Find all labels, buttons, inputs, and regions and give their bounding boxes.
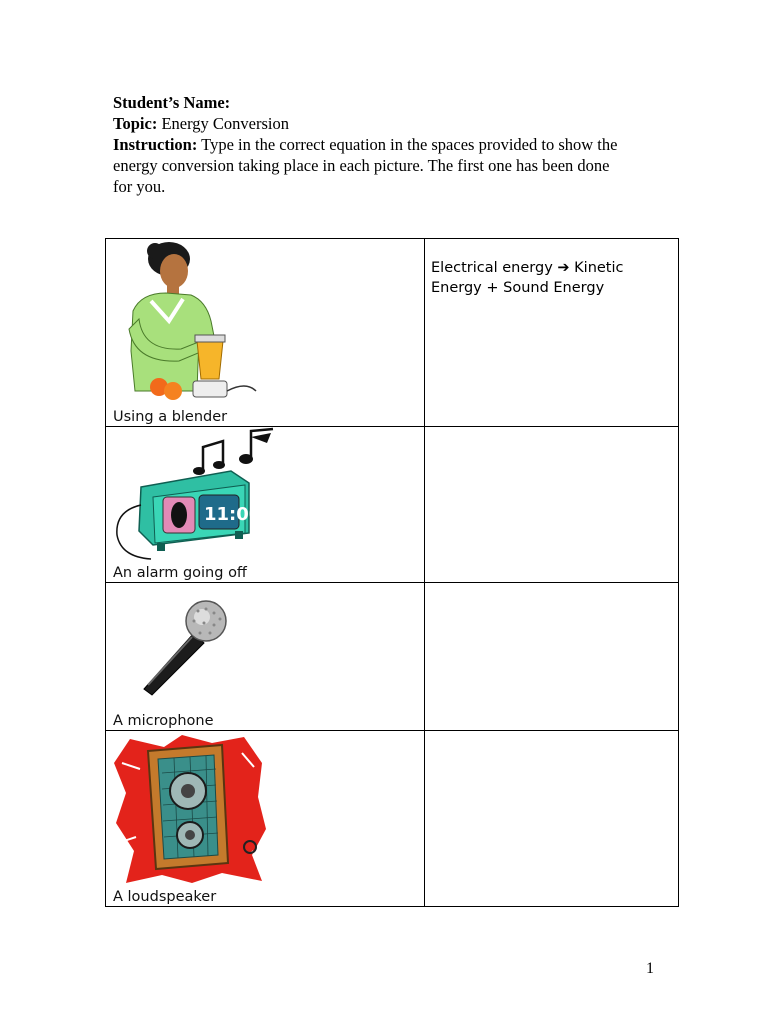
alarm-clock-icon [111, 427, 281, 567]
answer-part1: Electrical energy [431, 260, 553, 276]
picture-cell [106, 583, 425, 731]
instruction-line-2: energy conversion taking place in each picture. The first one has been done [113, 156, 610, 175]
answer-part2: Kinetic Energy + Sound Energy [431, 260, 624, 296]
picture-cell [106, 427, 425, 583]
picture-cell [106, 239, 425, 427]
page-number: 1 [646, 960, 654, 977]
worksheet-header [113, 92, 673, 197]
answer-text [425, 731, 678, 750]
instruction-line-1 [113, 134, 673, 155]
answer-cell[interactable] [425, 583, 679, 731]
energy-conversion-table [105, 238, 679, 907]
answer-cell[interactable] [425, 427, 679, 583]
row-caption: An alarm going off [113, 565, 247, 581]
row-caption: Using a blender [113, 409, 228, 425]
loudspeaker-icon [112, 733, 268, 885]
topic-value: Energy Conversion [161, 114, 290, 133]
picture-cell [106, 731, 425, 907]
instruction-line-3: for you. [113, 177, 166, 196]
table-row [106, 427, 679, 583]
instruction-text-1: Type in the correct equation in the spaces provided to show the [201, 135, 618, 154]
microphone-icon [134, 597, 234, 697]
instruction-label: Instruction: [113, 135, 198, 154]
answer-text [425, 239, 678, 298]
student-name-line [113, 92, 673, 113]
answer-text [425, 427, 678, 446]
answer-text [425, 583, 678, 602]
topic-line [113, 113, 673, 134]
answer-cell[interactable] [425, 731, 679, 907]
topic-label: Topic: [113, 114, 158, 133]
table-row [106, 239, 679, 427]
row-caption: A microphone [113, 713, 214, 729]
arrow-icon: ➔ [557, 260, 570, 276]
answer-cell[interactable] [425, 239, 679, 427]
blender-icon [111, 241, 261, 401]
student-name-label: Student’s Name: [113, 93, 231, 112]
table-row [106, 583, 679, 731]
row-caption: A loudspeaker [113, 889, 217, 905]
table-row [106, 731, 679, 907]
svg-text:11:00: 11:00 [204, 504, 262, 525]
